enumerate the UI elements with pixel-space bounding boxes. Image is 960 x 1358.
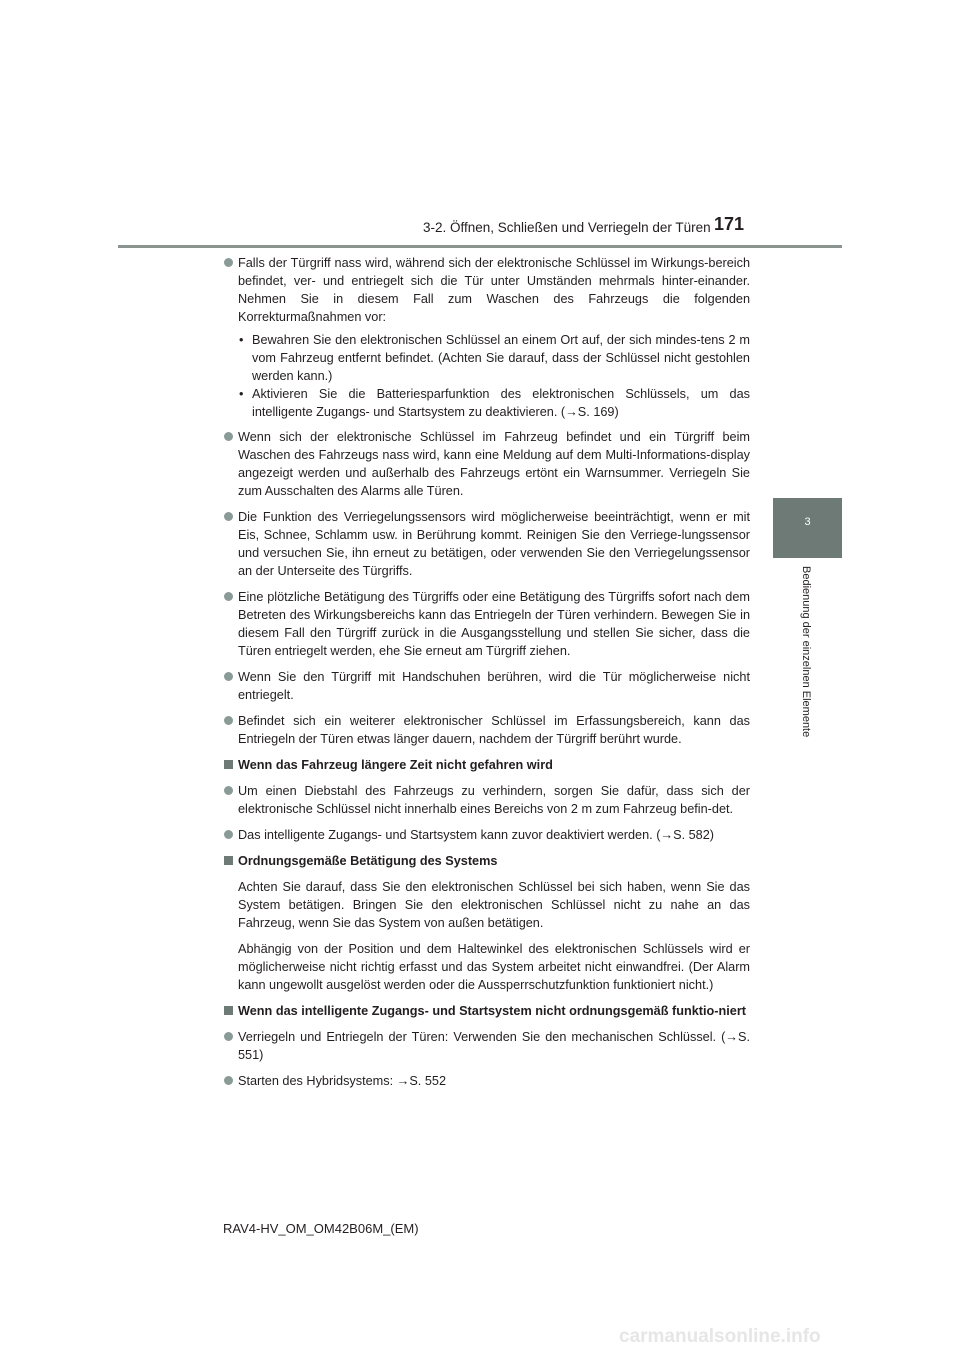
chapter-tab [773,498,842,558]
list-item [224,668,750,704]
page-number: 171 [714,214,745,234]
chapter-label-text: Bedienung der einzelnen Elemente [800,566,812,738]
paragraph: Achten Sie darauf, dass Sie den elektronischen Schlüssel bei sich haben, wenn Sie das System betätigen. Bringen Sie den elektronischen Schlüssel nicht zu nahe an das Fahrzeug, wenn Sie das System von außen betätigen. [238,880,750,930]
square-bullet-icon [224,760,233,769]
watermark[interactable]: carmanualsonline.info [619,1326,821,1347]
dot-icon: • [239,387,244,401]
section-title: 3-2. Öffnen, Schließen und Verriegeln der Türen [423,220,711,235]
section-heading-text: Wenn das intelligente Zugangs- und Startsystem nicht ordnungsgemäß funktio-niert [238,1004,747,1018]
square-bullet-icon [224,856,233,865]
paragraph-text: Falls der Türgriff nass wird, während sich der elektronische Schlüssel im Wirkungs-bereich befindet, ver- und entriegelt sich die Tür unter Umständen mehrmals hinter-einander. Nehmen Sie in diesem Fall zum Waschen des Fahrzeugs die folgenden Korrekturmaßnahmen vor: [238,256,750,324]
list-item [224,508,750,580]
bullet-icon [224,786,233,795]
list-item [224,826,750,844]
sub-item-text: Bewahren Sie den elektronischen Schlüssel an einem Ort auf, der sich mindes-tens 2 m vom Fahrzeug entfernt befindet. (Achten Sie darauf, dass der Schlüssel nicht gestohlen werden kann.) [252,333,750,383]
list-item [224,588,750,660]
header-rule [118,245,842,248]
paragraph-text: Das intelligente Zugangs- und Startsystem kann zuvor deaktiviert werden. (→S. 582) [238,828,715,842]
paragraph-text: Die Funktion des Verriegelungssensors wird möglicherweise beeinträchtigt, wenn er mit Eis, Schnee, Schlamm usw. in Berührung kommt. Reinigen Sie den Verriege-lungssensor und versuchen Sie, ihn erneut zu betätigen, oder verwenden Sie den Verriegelungssensor an der Unterseite des Türgriffs. [238,510,750,578]
sub-item-text: Aktivieren Sie die Batteriesparfunktion des elektronischen Schlüssels, um das intelligente Zugangs- und Startsystem zu deaktivieren. (→S. 169) [252,387,750,419]
section-heading [224,852,750,870]
list-item [224,782,750,818]
bullet-icon [224,716,233,725]
list-item [224,428,750,500]
bullet-icon [224,258,233,267]
document-code: RAV4-HV_OM_OM42B06M_(EM) [223,1221,419,1236]
chapter-label [799,566,813,766]
bullet-icon [224,432,233,441]
list-item [224,254,750,326]
bullet-icon [224,512,233,521]
paragraph-text: Um einen Diebstahl des Fahrzeugs zu verhindern, sorgen Sie dafür, dass sich der elektronische Schlüssel nicht innerhalb eines Bereichs von 2 m zum Fahrzeug befin-det. [238,784,750,816]
bullet-icon [224,830,233,839]
paragraph-text: Wenn Sie den Türgriff mit Handschuhen berühren, wird die Tür möglicherweise nicht entriegelt. [238,670,750,702]
list-item [224,1028,750,1064]
bullet-icon [224,672,233,681]
paragraph: Abhängig von der Position und dem Haltewinkel des elektronischen Schlüssels wird er möglicherweise nicht richtig erfasst und das System arbeitet nicht einwandfrei. (Der Alarm kann ungewollt ausgelöst werden oder die Aussperrschutzfunktion funktioniert nicht.) [238,942,750,992]
dot-icon: • [239,333,244,347]
bullet-icon [224,592,233,601]
section-heading [224,1002,750,1020]
paragraph-text: Verriegeln und Entriegeln der Türen: Verwenden Sie den mechanischen Schlüssel. (→S. 551) [238,1030,750,1062]
sub-list-item [224,331,750,385]
chapter-number: 3 [804,516,811,528]
paragraph-text: Befindet sich ein weiterer elektronischer Schlüssel im Erfassungsbereich, kann das Entriegeln der Türen etwas länger dauern, nachdem der Türgriff berührt wurde. [238,714,750,746]
section-heading [224,756,750,774]
section-heading-text: Ordnungsgemäße Betätigung des Systems [238,854,498,868]
paragraph-text: Starten des Hybridsystems: →S. 552 [238,1074,447,1088]
paragraph-text: Eine plötzliche Betätigung des Türgriffs oder eine Betätigung des Türgriffs sofort nach dem Betreten des Wirkungsbereichs kann das Entriegeln der Türen verhindern. Bewegen Sie in diesem Fall den Türgriff zurück in die Ausgangsstellung und stellen Sie sicher, dass die Türen entriegelt werden, ehe Sie erneut am Türgriff ziehen. [238,590,750,658]
page-header [0,0,960,250]
list-item [224,1072,750,1090]
sub-list-item [224,385,750,421]
bullet-icon [224,1076,233,1085]
bullet-icon [224,1032,233,1041]
square-bullet-icon [224,1006,233,1015]
paragraph-text: Wenn sich der elektronische Schlüssel im Fahrzeug befindet und ein Türgriff beim Waschen des Fahrzeugs nass wird, kann eine Meldung auf dem Multi-Informations-display angezeigt werden und außerhalb des Fahrzeugs ertönt ein Warnsummer. Verriegeln Sie zum Ausschalten des Alarms alle Türen. [238,430,750,498]
page-content [224,254,750,1098]
section-heading-text: Wenn das Fahrzeug längere Zeit nicht gefahren wird [238,758,553,772]
sub-list [224,331,750,421]
list-item [224,712,750,748]
